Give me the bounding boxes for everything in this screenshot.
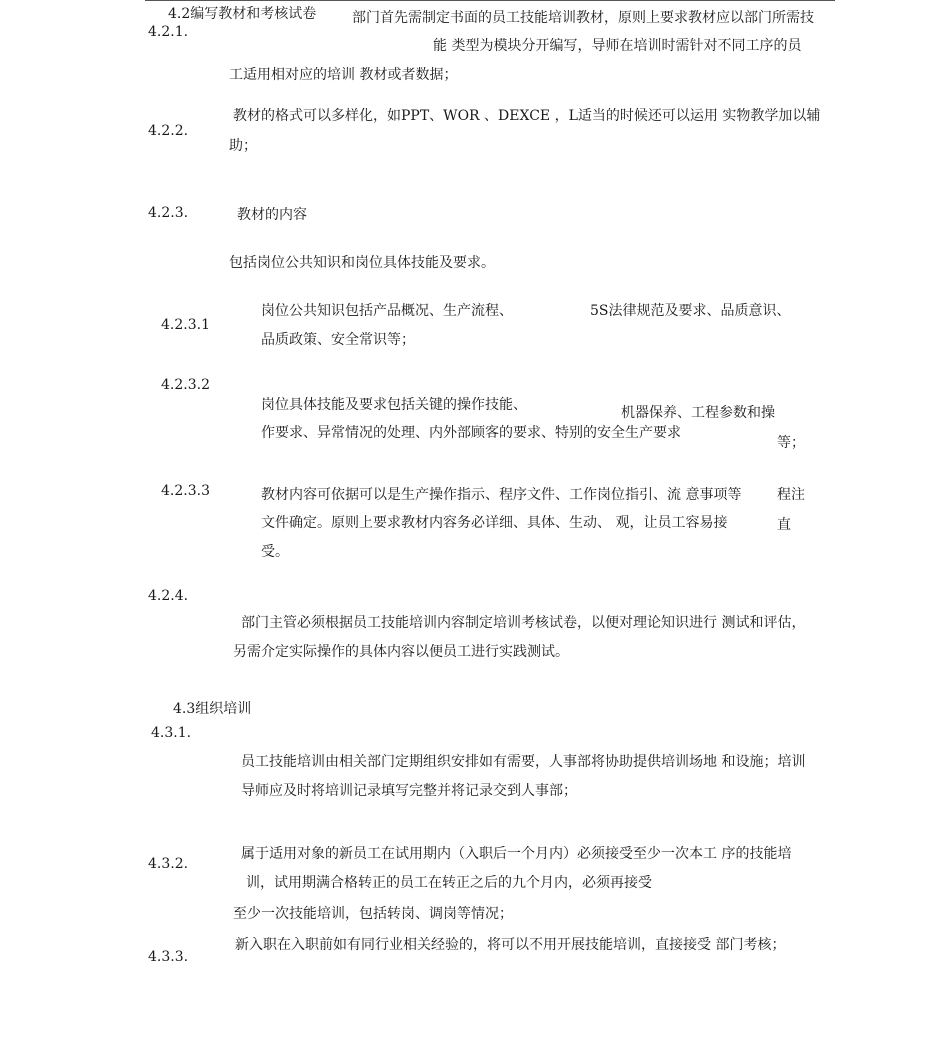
clause-number-4-3-2: 4.3.2. xyxy=(148,856,189,872)
clause-4-3-2-line-2: 训，试用期满合格转正的员工在转正之后的九个月内，必须再接受 xyxy=(246,875,652,891)
clause-4-2-3-3-line-1: 教材内容可依据可以是生产操作指示、程序文件、工作岗位指引、流 意事项等 xyxy=(261,487,742,503)
clause-number-4-2-3-1: 4.2.3.1 xyxy=(161,317,210,333)
clause-4-2-1-line-2: 能 类型为模块分开编写，导师在培训时需针对不同工序的员 xyxy=(433,38,802,54)
clause-4-2-3-2-line-1b: 机器保养、工程参数和操 xyxy=(621,405,775,421)
clause-number-4-2-1: 4.2.1. xyxy=(148,24,189,40)
clause-4-3-3-line-1: 新入职在入职前如有同行业相关经验的，将可以不用开展技能培训，直接接受 部门考核； xyxy=(235,937,786,953)
clause-number-4-3-3: 4.3.3. xyxy=(148,949,189,965)
clause-4-2-1-line-1: 部门首先需制定书面的员工技能培训教材，原则上要求教材应以部门所需技 xyxy=(352,10,814,26)
top-rule xyxy=(145,0,835,1)
clause-4-3-2-line-1: 属于适用对象的新员工在试用期内（入职后一个月内）必须接受至少一次本工 序的技能培 xyxy=(241,846,792,862)
clause-4-2-3-1-line-1b: 5S法律规范及要求、品质意识、 xyxy=(590,303,791,319)
clause-4-3-1-line-1: 员工技能培训由相关部门定期组织安排如有需要，人事部将协助提供培训场地 和设施；培训 xyxy=(241,754,806,770)
clause-4-3-1-line-2: 导师应及时将培训记录填写完整并将记录交到人事部； xyxy=(241,783,577,799)
clause-number-4-2-2: 4.2.2. xyxy=(148,123,189,139)
clause-4-3-2-line-3: 至少一次技能培训，包括转岗、调岗等情况； xyxy=(233,906,513,922)
clause-4-2-3-2-line-1a: 岗位具体技能及要求包括关键的操作技能、 xyxy=(261,397,527,413)
clause-4-2-3-1-line-2: 品质政策、安全常识等； xyxy=(261,332,415,348)
clause-number-4-2-3-3: 4.2.3.3 xyxy=(161,483,210,499)
clause-number-4-2-3-2: 4.2.3.2 xyxy=(161,377,210,393)
clause-number-4-3-1: 4.3.1. xyxy=(151,725,192,741)
section-heading-4-3: 4.3组织培训 xyxy=(173,701,252,717)
clause-4-2-4-line-1: 部门主管必须根据员工技能培训内容制定培训考核试卷，以便对理论知识进行 测试和评估， xyxy=(241,615,806,631)
clause-4-2-2-line-2: 助； xyxy=(229,138,257,154)
clause-4-2-3-title: 教材的内容 xyxy=(237,207,307,223)
clause-number-4-2-3: 4.2.3. xyxy=(148,205,189,221)
clause-4-2-3-3-line-1-side: 程注 xyxy=(777,487,805,503)
clause-4-2-3-intro: 包括岗位公共知识和岗位具体技能及要求。 xyxy=(229,255,495,271)
clause-4-2-3-3-line-2-side: 直 xyxy=(777,517,791,533)
clause-4-2-3-1-line-1a: 岗位公共知识包括产品概况、生产流程、 xyxy=(261,303,513,319)
clause-4-2-2-line-1: 教材的格式可以多样化，如PPT、WOR 、DEXCE ，L适当的时候还可以运用 实物教学加以辅 xyxy=(233,108,821,124)
clause-4-2-3-3-line-3: 受。 xyxy=(261,544,289,560)
clause-4-2-3-3-line-2: 文件确定。原则上要求教材内容务必详细、具体、生动、 观，让员工容易接 xyxy=(261,515,728,531)
clause-number-4-2-4: 4.2.4. xyxy=(148,588,189,604)
clause-4-2-1-line-3: 工适用相对应的培训 教材或者数据； xyxy=(229,67,458,83)
clause-4-2-4-line-2: 另需介定实际操作的具体内容以便员工进行实践测试。 xyxy=(233,644,569,660)
clause-4-2-3-2-line-2-end: 等； xyxy=(777,435,805,451)
section-heading-4-2: 4.2编写教材和考核试卷 xyxy=(168,6,317,22)
clause-4-2-3-2-line-2: 作要求、异常情况的处理、内外部顾客的要求、特别的安全生产要求 xyxy=(261,425,681,441)
